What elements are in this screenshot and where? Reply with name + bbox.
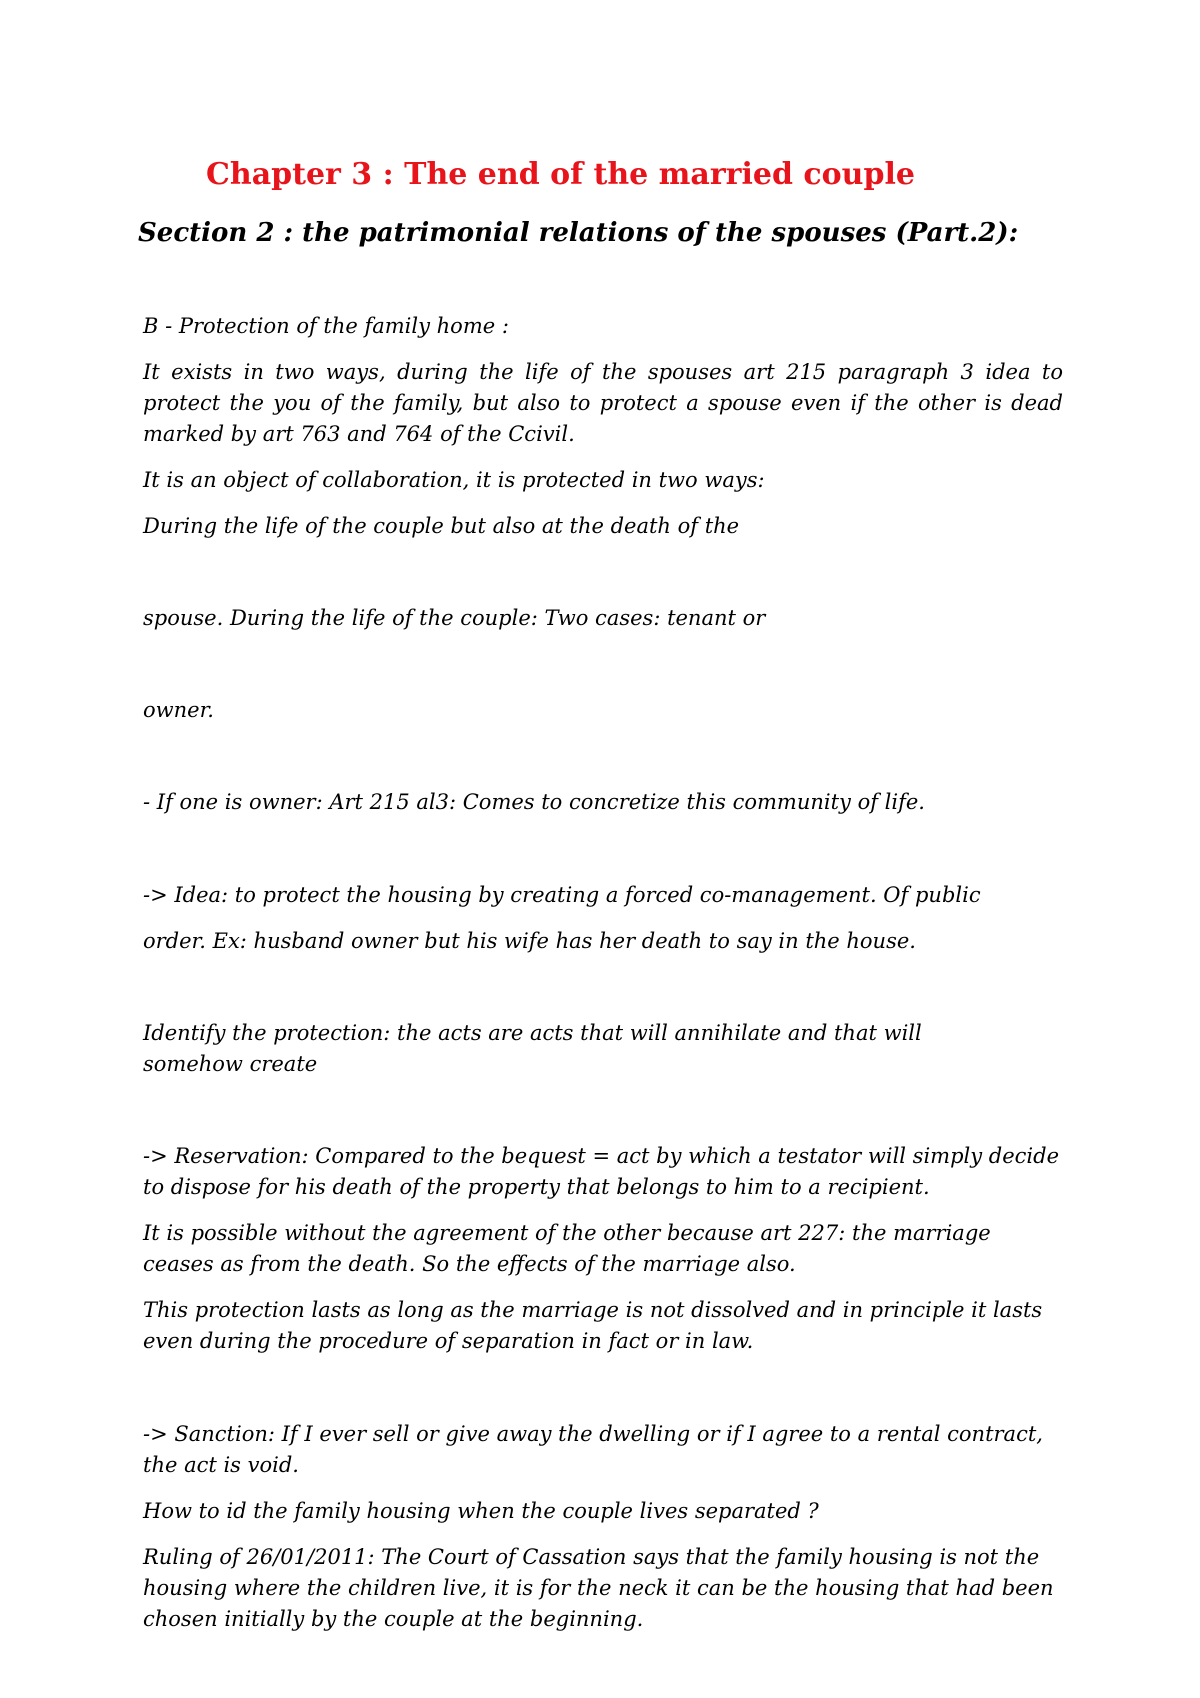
paragraph: This protection lasts as long as the marriage is not dissolved and in principle it lasts even during the procedure of separation in fact or in law. bbox=[143, 1298, 1043, 1353]
paragraph: It is an object of collaboration, it is protected in two ways: bbox=[143, 468, 765, 492]
paragraph: How to id the family housing when the couple lives separated ? bbox=[143, 1499, 819, 1523]
paragraph: owner. bbox=[143, 698, 214, 722]
paragraph: It is possible without the agreement of the other because art 227: the marriage ceases as from the death. So the effects of the marriage also. bbox=[143, 1221, 991, 1276]
paragraph: -> Reservation: Compared to the bequest = act by which a testator will simply decide to dispose for his death of the property that belongs to him to a recipient. bbox=[143, 1144, 1060, 1199]
paragraph: It exists in two ways, during the life of the spouses art 215 paragraph 3 idea to protect the you of the family, but also to protect a spouse even if the other is dead marked by art 763 and 764 of the Ccivil. bbox=[143, 360, 1063, 446]
paragraph: During the life of the couple but also at the death of the bbox=[143, 514, 740, 538]
paragraph: order. Ex: husband owner but his wife has her death to say in the house. bbox=[143, 929, 916, 953]
paragraph: Identify the protection: the acts are acts that will annihilate and that will somehow create bbox=[143, 1021, 922, 1076]
subheading-family-home: B - Protection of the family home : bbox=[143, 314, 509, 338]
paragraph: spouse. During the life of the couple: Two cases: tenant or bbox=[143, 606, 766, 630]
chapter-title: Chapter 3 : The end of the married couple bbox=[206, 157, 915, 192]
paragraph: - If one is owner: Art 215 al3: Comes to concretize this community of life. bbox=[143, 790, 925, 814]
paragraph: Ruling of 26/01/2011: The Court of Cassation says that the family housing is not the housing where the children live, it is for the neck it can be the housing that had been chosen initially by the couple at the beginning. bbox=[143, 1545, 1054, 1631]
paragraph: -> Idea: to protect the housing by creating a forced co-management. Of public bbox=[143, 883, 981, 907]
paragraph: -> Sanction: If I ever sell or give away the dwelling or if I agree to a rental contract, the act is void. bbox=[143, 1422, 1043, 1477]
section-title: Section 2 : the patrimonial relations of the spouses (Part.2): bbox=[138, 218, 1019, 248]
